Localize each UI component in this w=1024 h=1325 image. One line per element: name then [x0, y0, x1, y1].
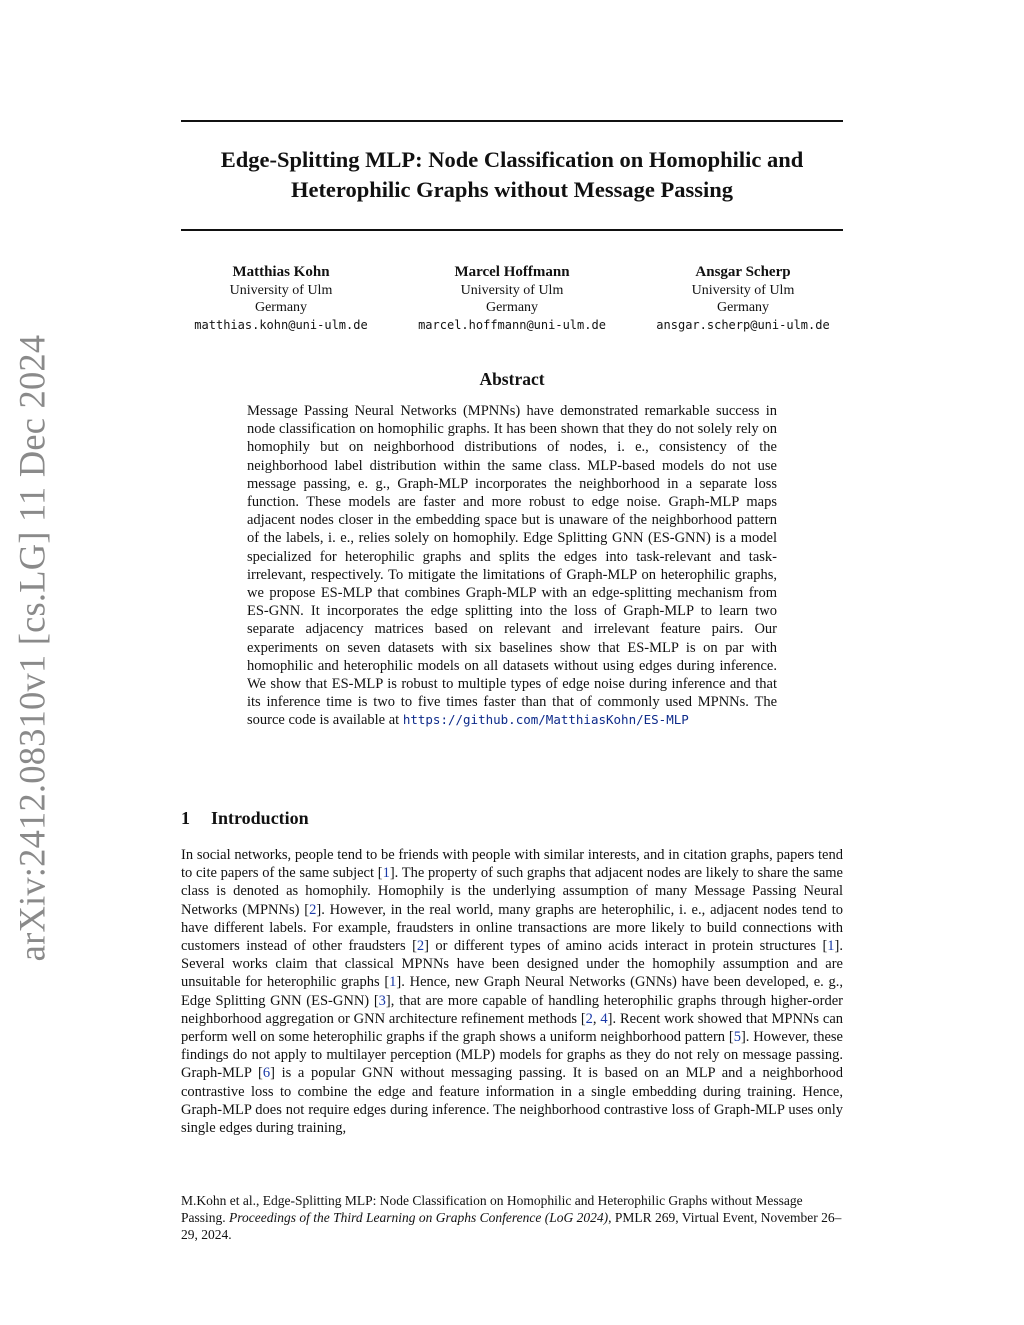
title-bottom-rule: [181, 229, 843, 231]
paper-title-line-1: Edge-Splitting MLP: Node Classification on Homophilic and: [220, 147, 804, 172]
citation-ref[interactable]: 4: [600, 1010, 608, 1027]
author-country: Germany: [254, 300, 308, 315]
citation-ref[interactable]: 2: [416, 938, 425, 955]
paper-title-line-2: Heterophilic Graphs without Message Passing: [290, 177, 734, 202]
author-block: [181, 264, 843, 336]
citation-footnote: [181, 1192, 843, 1243]
author-affiliation: University of Ulm: [229, 282, 333, 298]
author-email[interactable]: ansgar.scherp@uni-ulm.de: [656, 317, 830, 332]
citation-ref[interactable]: 3: [378, 992, 386, 1009]
intro-text: ]. Several works claim that classical MPNNs have been designed under the homophily assumption and are unsuitable for heterophilic graphs [: [181, 938, 843, 991]
abstract-body: [247, 402, 777, 730]
intro-text: ]. Hence, new Graph Neural Networks (GNNs) have been developed, e. g., Edge Splitting GNN (ES-GNN) [: [181, 974, 844, 1009]
footnote-details: , PMLR 269, Virtual Event, November 26–29, 2024.: [181, 1210, 842, 1242]
author-country: Germany: [485, 300, 539, 315]
author-email[interactable]: matthias.kohn@uni-ulm.de: [194, 317, 368, 332]
intro-text: In social networks, people tend to be friends with people with similar interests, and in citation graphs, papers tend to cite papers of the same subject [: [181, 847, 843, 882]
citation-ref[interactable]: 1: [389, 974, 397, 991]
citation-ref[interactable]: 2: [309, 901, 317, 918]
citation-ref[interactable]: 1: [382, 865, 390, 882]
section-title: Introduction: [211, 808, 309, 828]
citation-ref[interactable]: 1: [827, 938, 835, 955]
abstract-text: Message Passing Neural Networks (MPNNs) have demonstrated remarkable success in node classification on homophilic graphs. It has been shown that they do not solely rely on homophily but on neighborhood distributions of nodes, i. e., consistency of the neighborhood label distribution within the same class. MLP-based models do not use message passing, e. g., Graph-MLP incorporates the neighborhood in a separate loss function. These models are faster and more robust to edge noise. Graph-MLP maps adjacent nodes closer in the embedding space but is unaware of the neighborhood pattern of the labels, i. e., relies solely on homophily. Edge Splitting GNN (ES-GNN) is a model specialized for heterophilic graphs and splits the edges into task-relevant and task-irrelevant, respectively. To mitigate the limitations of Graph-MLP on heterophilic graphs, we propose ES-MLP that combines Graph-MLP with an edge-splitting mechanism from ES-GNN. It incorporates the edge splitting into the loss of Graph-MLP to learn two separate adjacency matrices based on relevant and irrelevant feature pairs. Our experiments on seven datasets with six baselines show that ES-MLP is on par with homophilic and heterophilic models on all datasets without using edges during inference. We show that ES-MLP is robust to multiple types of edge noise during inference and that its inference time is two to five times faster than that of commonly used MPNNs. The source code is available at: [247, 403, 777, 729]
section-number: 1: [181, 808, 190, 828]
author-1: [171, 264, 391, 334]
author-name: Matthias Kohn: [232, 264, 330, 280]
author-name: Marcel Hoffmann: [454, 264, 570, 280]
author-affiliation: University of Ulm: [691, 282, 795, 298]
author-2: [402, 264, 622, 334]
intro-text: ]. Recent work showed that MPNNs can perform well on some heterophilic graphs if the graph shows a uniform neighborhood pattern [: [181, 1010, 844, 1046]
citation-ref[interactable]: 5: [733, 1029, 741, 1046]
footnote-venue: Proceedings of the Third Learning on Graphs Conference (LoG 2024): [229, 1210, 609, 1225]
intro-text: ]. However, these findings do not apply to multilayer perception (MLP) models for graphs as they do not rely on message passing. Graph-MLP [: [181, 1029, 843, 1082]
section-heading-introduction: [181, 808, 309, 829]
citation-ref[interactable]: 2: [585, 1010, 593, 1027]
source-code-link[interactable]: https://github.com/MatthiasKohn/ES-MLP: [402, 712, 689, 728]
author-affiliation: University of Ulm: [460, 282, 564, 298]
citation-ref[interactable]: 6: [262, 1065, 271, 1082]
author-country: Germany: [716, 300, 770, 315]
title-top-rule: [181, 120, 843, 122]
intro-text: ] or different types of amino acids interact in protein structures [: [424, 938, 828, 955]
footnote-citation: M.Kohn et al., Edge-Splitting MLP: Node Classification on Homophilic and Heterophilic Graphs without Message Passing.: [181, 1193, 803, 1225]
author-name: Ansgar Scherp: [695, 264, 791, 280]
abstract-heading: Abstract: [479, 369, 545, 389]
intro-text: ,: [592, 1010, 601, 1027]
author-email[interactable]: marcel.hoffmann@uni-ulm.de: [418, 317, 606, 332]
arxiv-identifier-stamp: arXiv:2412.08310v1 [cs.LG] 11 Dec 2024: [11, 334, 53, 962]
intro-text: ]. However, in the real world, many graphs are heterophilic, i. e., adjacent nodes tend to have different labels. For example, fraudsters in online transactions are more likely to build connections with customers instead of other fraudsters [: [181, 901, 843, 955]
intro-text: ]. The property of such graphs that adjacent nodes are likely to share the same class is denoted as homophily. Homophily is the underlying assumption of many Message Passing Neural Networks (MPNNs) [: [181, 865, 843, 918]
paper-title: [181, 145, 843, 205]
author-3: [633, 264, 853, 334]
intro-text: ], that are more capable of handling heterophilic graphs through higher-order neighborhood aggregation or GNN architecture refinement methods [: [181, 992, 843, 1027]
introduction-paragraph: [181, 846, 843, 1137]
intro-text: ] is a popular GNN without messaging passing. It is based on an MLP and a neighborhood contrastive loss to combine the edge and feature information in a single embedding during training. Hence, Graph-MLP does not require edges during inference. The neighborhood contrastive loss of Graph-MLP uses only single edges during training,: [181, 1065, 843, 1137]
